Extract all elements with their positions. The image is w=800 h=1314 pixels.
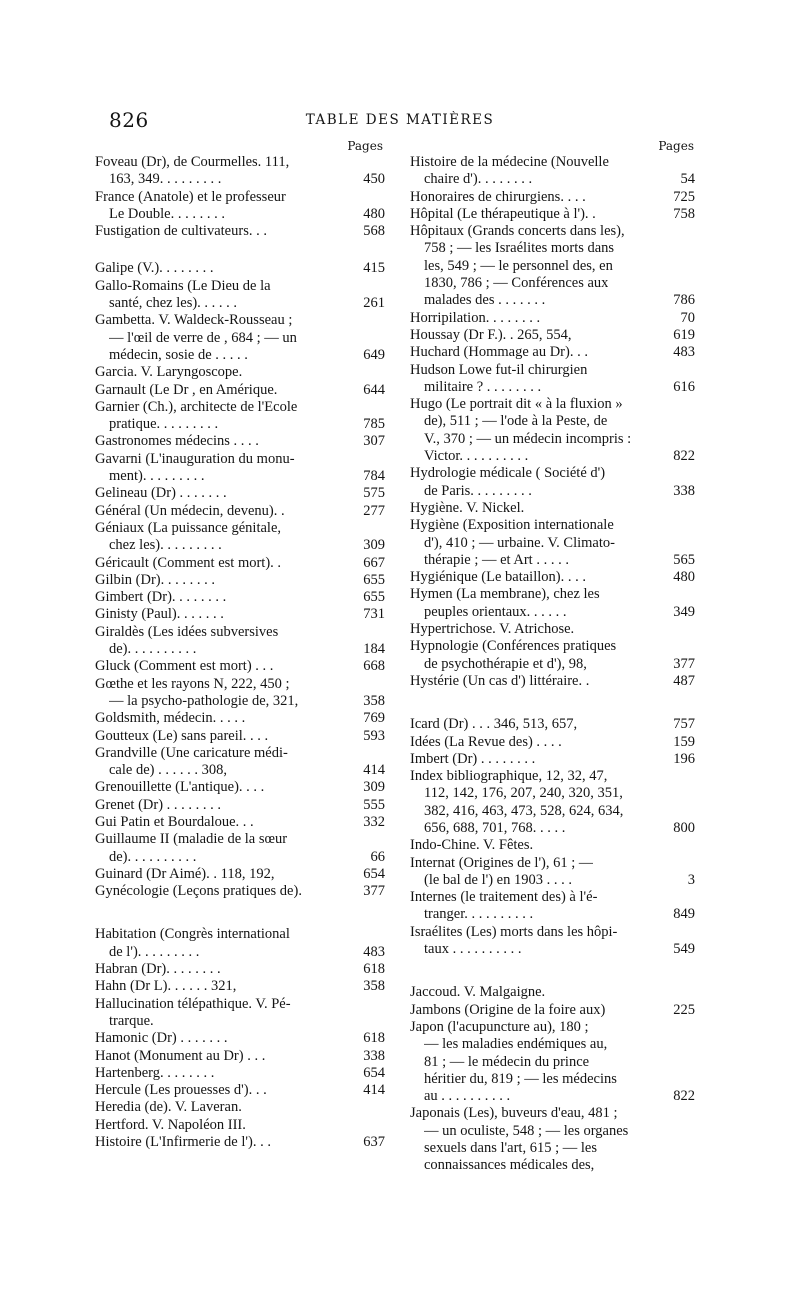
index-entry-continuation bbox=[410, 483, 695, 500]
entry-text: thérapie ; — et Art . . . . . bbox=[424, 551, 569, 568]
page-ref: 822 bbox=[673, 448, 695, 465]
entry-text: Internes (le traitement des) à l'é- bbox=[410, 889, 598, 906]
entry-text: de Paris. . . . . . . . . bbox=[424, 482, 532, 499]
entry-text: Fustigation de cultivateurs. . . bbox=[95, 223, 267, 240]
index-entry bbox=[95, 996, 385, 1013]
index-entry bbox=[95, 606, 385, 623]
page-ref: 784 bbox=[363, 468, 385, 485]
index-entry-continuation bbox=[410, 171, 695, 188]
entry-text: Ginisty (Paul). . . . . . . bbox=[95, 606, 224, 623]
index-entry bbox=[95, 745, 385, 762]
entry-text: — l'œil de verre de , 684 ; — un bbox=[109, 329, 297, 346]
index-entry bbox=[410, 396, 695, 413]
entry-text: Grenet (Dr) . . . . . . . . bbox=[95, 796, 222, 813]
index-entry-continuation bbox=[410, 803, 695, 820]
entry-text: héritier du, 819 ; — les médecins bbox=[424, 1070, 617, 1087]
entry-text: Galipe (V.). . . . . . . . bbox=[95, 260, 214, 277]
page-ref: 668 bbox=[363, 658, 385, 675]
entry-text: Horripilation. . . . . . . . bbox=[410, 309, 541, 326]
page-ref: 849 bbox=[673, 906, 695, 923]
page-ref: 575 bbox=[363, 485, 385, 502]
entry-text: Huchard (Hommage au Dr). . . bbox=[410, 344, 588, 361]
page-ref: 637 bbox=[363, 1134, 385, 1151]
entry-text: Garnault (Le Dr , en Amérique. bbox=[95, 381, 278, 398]
index-entry bbox=[95, 1117, 385, 1134]
index-entry bbox=[95, 883, 385, 900]
index-entry-continuation bbox=[95, 468, 385, 485]
index-entry bbox=[410, 889, 695, 906]
index-entry bbox=[410, 500, 695, 517]
page-ref: 309 bbox=[363, 779, 385, 796]
entry-text: Hugo (Le portrait dit « à la fluxion » bbox=[410, 396, 623, 413]
index-entry bbox=[95, 503, 385, 520]
entry-text: Jambons (Origine de la foire aux) bbox=[410, 1001, 606, 1018]
entry-text: ment). . . . . . . . . bbox=[109, 468, 205, 485]
entry-text: Foveau (Dr), de Courmelles. 111, bbox=[95, 154, 290, 170]
entry-text: Hymen (La membrane), chez les bbox=[410, 586, 600, 603]
index-entry-continuation bbox=[95, 171, 385, 188]
index-entry bbox=[95, 658, 385, 675]
entry-text: Hydrologie médicale ( Société d') bbox=[410, 465, 606, 482]
entry-text: Hudson Lowe fut-il chirurgien bbox=[410, 361, 588, 378]
index-column-right bbox=[410, 154, 695, 1175]
index-entry-continuation bbox=[410, 785, 695, 802]
entry-text: Imbert (Dr) . . . . . . . . bbox=[410, 750, 536, 767]
entry-text: de). . . . . . . . . . bbox=[109, 848, 197, 865]
index-entry bbox=[410, 206, 695, 223]
index-entry bbox=[410, 154, 695, 171]
index-entry bbox=[95, 676, 385, 693]
page-ref: 3 bbox=[687, 871, 695, 888]
index-entry bbox=[95, 154, 385, 171]
section-gap bbox=[410, 958, 695, 984]
entry-text: Hanot (Monument au Dr) . . . bbox=[95, 1047, 266, 1064]
index-entry bbox=[95, 814, 385, 831]
entry-text: pratique. . . . . . . . . bbox=[109, 416, 219, 433]
entry-text: Hamonic (Dr) . . . . . . . bbox=[95, 1030, 228, 1047]
index-entry-continuation bbox=[410, 552, 695, 569]
entry-text: Hygiénique (Le bataillon). . . . bbox=[410, 569, 586, 586]
index-entry bbox=[95, 1134, 385, 1151]
page-ref: 377 bbox=[673, 655, 695, 672]
entry-text: 1830, 786 ; — Conférences aux bbox=[424, 275, 609, 292]
index-entry-continuation bbox=[410, 379, 695, 396]
entry-text: Gavarni (L'inauguration du monu- bbox=[95, 450, 295, 467]
index-entry bbox=[410, 984, 695, 1001]
page-ref: 377 bbox=[363, 883, 385, 900]
index-entry-continuation bbox=[95, 206, 385, 223]
entry-text: Internat (Origines de l'), 61 ; — bbox=[410, 854, 594, 871]
entry-text: Grandville (Une caricature médi- bbox=[95, 744, 288, 761]
index-entry bbox=[410, 465, 695, 482]
page-ref: 618 bbox=[363, 961, 385, 978]
page-ref: 649 bbox=[363, 346, 385, 363]
index-entry bbox=[95, 624, 385, 641]
page-ref: 555 bbox=[363, 796, 385, 813]
entry-text: 758 ; — les Israélites morts dans bbox=[424, 240, 615, 257]
index-entry-continuation bbox=[410, 448, 695, 465]
page-ref: 565 bbox=[673, 551, 695, 568]
page-ref: 800 bbox=[673, 819, 695, 836]
index-entry bbox=[410, 223, 695, 240]
page-ref: 654 bbox=[363, 1064, 385, 1081]
entry-text: Hôpitaux (Grands concerts dans les), bbox=[410, 223, 625, 240]
page-ref: 786 bbox=[673, 292, 695, 309]
page-ref: 225 bbox=[673, 1001, 695, 1018]
entry-text: Gastronomes médecins . . . . bbox=[95, 433, 259, 450]
page-ref: 66 bbox=[370, 848, 385, 865]
page-ref: 758 bbox=[673, 205, 695, 222]
entry-text: santé, chez les). . . . . . bbox=[109, 295, 238, 312]
index-entry bbox=[95, 382, 385, 399]
entry-text: 656, 688, 701, 768. . . . . bbox=[424, 819, 566, 836]
page-ref: 731 bbox=[363, 606, 385, 623]
entry-text: Victor. . . . . . . . . . bbox=[424, 448, 529, 465]
index-entry-continuation bbox=[95, 762, 385, 779]
entry-text: chez les). . . . . . . . . bbox=[109, 537, 222, 554]
entry-text: Heredia (de). V. Laveran. bbox=[95, 1099, 242, 1116]
entry-text: de). . . . . . . . . . bbox=[109, 641, 197, 658]
section-gap bbox=[95, 900, 385, 926]
page-ref: 616 bbox=[673, 378, 695, 395]
index-entry bbox=[410, 310, 695, 327]
index-entry bbox=[95, 451, 385, 468]
page-ref: 338 bbox=[363, 1047, 385, 1064]
entry-text: — les maladies endémiques au, bbox=[424, 1036, 608, 1053]
entry-text: au . . . . . . . . . . bbox=[424, 1088, 511, 1105]
entry-text: Habitation (Congrès international bbox=[95, 926, 290, 943]
index-entry-continuation bbox=[410, 1054, 695, 1071]
page-ref: 480 bbox=[363, 205, 385, 222]
entry-text: de), 511 ; — l'ode à la Peste, de bbox=[424, 413, 608, 430]
index-entry-continuation bbox=[410, 240, 695, 257]
pages-label-right: Pages bbox=[658, 139, 694, 153]
index-entry bbox=[410, 517, 695, 534]
page-ref: 725 bbox=[673, 188, 695, 205]
page-ref: 415 bbox=[363, 260, 385, 277]
index-entry-continuation bbox=[95, 1013, 385, 1030]
page-ref: 277 bbox=[363, 502, 385, 519]
index-entry bbox=[95, 710, 385, 727]
entry-text: Hercule (Les prouesses d'). . . bbox=[95, 1082, 267, 1099]
entry-text: Général (Un médecin, devenu). . bbox=[95, 502, 285, 519]
index-entry bbox=[95, 433, 385, 450]
page-ref: 261 bbox=[363, 295, 385, 312]
pages-label-left: Pages bbox=[347, 139, 383, 153]
index-entry-continuation bbox=[410, 1036, 695, 1053]
index-entry bbox=[410, 768, 695, 785]
entry-text: Index bibliographique, 12, 32, 47, bbox=[410, 768, 608, 785]
entry-text: sexuels dans l'art, 615 ; — les bbox=[424, 1140, 597, 1157]
section-gap bbox=[410, 690, 695, 716]
index-entry bbox=[95, 831, 385, 848]
index-entry bbox=[95, 779, 385, 796]
index-entry-continuation bbox=[410, 1088, 695, 1105]
page-ref: 483 bbox=[363, 943, 385, 960]
index-entry-continuation bbox=[410, 535, 695, 552]
index-entry-continuation bbox=[95, 693, 385, 710]
index-entry-continuation bbox=[95, 944, 385, 961]
index-entry bbox=[95, 728, 385, 745]
entry-text: de l'). . . . . . . . . bbox=[109, 943, 200, 960]
index-entry-continuation bbox=[95, 849, 385, 866]
entry-text: tranger. . . . . . . . . . bbox=[424, 906, 534, 923]
entry-text: — la psycho-pathologie de, 321, bbox=[109, 692, 299, 709]
page-ref: 619 bbox=[673, 326, 695, 343]
page-ref: 450 bbox=[363, 171, 385, 188]
index-entry-continuation bbox=[410, 872, 695, 889]
page-ref: 480 bbox=[673, 569, 695, 586]
entry-text: les, 549 ; — le personnel des, en bbox=[424, 257, 613, 274]
entry-text: Hystérie (Un cas d') littéraire. . bbox=[410, 672, 590, 689]
index-entry bbox=[95, 399, 385, 416]
index-entry bbox=[410, 855, 695, 872]
index-entry bbox=[95, 978, 385, 995]
entry-text: Hôpital (Le thérapeutique à l'). . bbox=[410, 205, 596, 222]
page-ref: 349 bbox=[673, 603, 695, 620]
entry-text: Gimbert (Dr). . . . . . . . bbox=[95, 589, 227, 606]
page-ref: 54 bbox=[680, 171, 695, 188]
page-ref: 667 bbox=[363, 554, 385, 571]
entry-text: cale de) . . . . . . 308, bbox=[109, 762, 227, 779]
entry-text: Gilbin (Dr). . . . . . . . bbox=[95, 571, 216, 588]
index-entry-continuation bbox=[410, 1157, 695, 1174]
page-ref: 338 bbox=[673, 482, 695, 499]
index-entry bbox=[410, 924, 695, 941]
page-ref: 785 bbox=[363, 416, 385, 433]
index-entry bbox=[95, 1048, 385, 1065]
index-entry bbox=[95, 223, 385, 240]
entry-text: Hahn (Dr L). . . . . . 321, bbox=[95, 978, 237, 995]
index-entry bbox=[410, 1019, 695, 1036]
page-ref: 196 bbox=[673, 750, 695, 767]
index-entry bbox=[95, 866, 385, 883]
index-entry bbox=[95, 572, 385, 589]
entry-text: 81 ; — le médecin du prince bbox=[424, 1053, 590, 1070]
entry-text: Giraldès (Les idées subversives bbox=[95, 623, 279, 640]
index-entry-continuation bbox=[410, 258, 695, 275]
entry-text: d'), 410 ; — urbaine. V. Climato- bbox=[424, 534, 615, 551]
page-ref: 483 bbox=[673, 344, 695, 361]
index-entry-continuation bbox=[410, 1140, 695, 1157]
index-entry bbox=[95, 1030, 385, 1047]
entry-text: Japonais (Les), buveurs d'eau, 481 ; bbox=[410, 1105, 618, 1122]
entry-text: Hygiène (Exposition internationale bbox=[410, 517, 614, 534]
entry-text: malades des . . . . . . . bbox=[424, 292, 546, 309]
entry-text: taux . . . . . . . . . . bbox=[424, 941, 522, 958]
index-entry-continuation bbox=[95, 416, 385, 433]
entry-text: Israélites (Les) morts dans les hôpi- bbox=[410, 923, 618, 940]
entry-text: Histoire (L'Infirmerie de l'). . . bbox=[95, 1134, 271, 1151]
page-number: 826 bbox=[109, 108, 149, 132]
page-ref: 487 bbox=[673, 672, 695, 689]
index-entry-continuation bbox=[410, 1071, 695, 1088]
entry-text: Icard (Dr) . . . 346, 513, 657, bbox=[410, 716, 578, 733]
index-entry-continuation bbox=[95, 641, 385, 658]
entry-text: Houssay (Dr F.). . 265, 554, bbox=[410, 326, 572, 343]
entry-text: Gambetta. V. Waldeck-Rousseau ; bbox=[95, 312, 293, 329]
entry-text: France (Anatole) et le professeur bbox=[95, 188, 286, 205]
index-entry bbox=[410, 751, 695, 768]
index-entry bbox=[95, 797, 385, 814]
index-entry-continuation bbox=[95, 537, 385, 554]
index-entry-continuation bbox=[410, 431, 695, 448]
page-ref: 70 bbox=[680, 309, 695, 326]
entry-text: Gœthe et les rayons N, 222, 450 ; bbox=[95, 675, 290, 692]
index-entry bbox=[410, 586, 695, 603]
page-ref: 358 bbox=[363, 692, 385, 709]
index-entry-continuation bbox=[95, 347, 385, 364]
entry-text: 163, 349. . . . . . . . . bbox=[109, 171, 222, 188]
section-gap bbox=[95, 240, 385, 260]
entry-text: Guillaume II (maladie de la sœur bbox=[95, 831, 288, 848]
page-ref: 549 bbox=[673, 941, 695, 958]
index-entry bbox=[410, 638, 695, 655]
index-entry-continuation bbox=[410, 1123, 695, 1140]
index-entry bbox=[95, 485, 385, 502]
page-ref: 757 bbox=[673, 716, 695, 733]
entry-text: Hypertrichose. V. Atrichose. bbox=[410, 621, 575, 638]
index-entry-continuation bbox=[410, 292, 695, 309]
entry-text: Hygiène. V. Nickel. bbox=[410, 499, 525, 516]
entry-text: militaire ? . . . . . . . . bbox=[424, 378, 542, 395]
index-entry-continuation bbox=[410, 906, 695, 923]
page-ref: 309 bbox=[363, 537, 385, 554]
index-entry bbox=[410, 1002, 695, 1019]
entry-text: (le bal de l') en 1903 . . . . bbox=[424, 871, 572, 888]
entry-text: 112, 142, 176, 207, 240, 320, 351, bbox=[424, 785, 623, 802]
index-entry bbox=[95, 589, 385, 606]
index-entry bbox=[410, 344, 695, 361]
running-title: TABLE DES MATIÈRES bbox=[305, 112, 495, 128]
index-entry-continuation bbox=[410, 604, 695, 621]
index-entry bbox=[95, 1099, 385, 1116]
index-entry-continuation bbox=[410, 275, 695, 292]
entry-text: Hertford. V. Napoléon III. bbox=[95, 1116, 246, 1133]
entry-text: Goutteux (Le) sans pareil. . . . bbox=[95, 727, 269, 744]
entry-text: 382, 416, 463, 473, 528, 624, 634, bbox=[424, 802, 624, 819]
page-ref: 568 bbox=[363, 223, 385, 240]
page-ref: 618 bbox=[363, 1030, 385, 1047]
index-entry-continuation bbox=[95, 295, 385, 312]
index-entry bbox=[410, 734, 695, 751]
index-entry bbox=[95, 189, 385, 206]
entry-text: Géricault (Comment est mort). . bbox=[95, 554, 282, 571]
index-entry bbox=[95, 520, 385, 537]
index-entry-continuation bbox=[410, 413, 695, 430]
entry-text: Guinard (Dr Aimé). . 118, 192, bbox=[95, 865, 275, 882]
index-entry bbox=[410, 327, 695, 344]
entry-text: V., 370 ; — un médecin incompris : bbox=[424, 430, 632, 447]
index-entry-continuation bbox=[95, 330, 385, 347]
entry-text: peuples orientaux. . . . . . bbox=[424, 603, 567, 620]
entry-text: Gynécologie (Leçons pratiques de). bbox=[95, 883, 302, 900]
page-ref: 644 bbox=[363, 381, 385, 398]
index-entry-continuation bbox=[410, 656, 695, 673]
index-entry bbox=[95, 312, 385, 329]
entry-text: Indo-Chine. V. Fêtes. bbox=[410, 837, 534, 854]
entry-text: Histoire de la médecine (Nouvelle bbox=[410, 154, 609, 170]
entry-text: Géniaux (La puissance génitale, bbox=[95, 519, 282, 536]
entry-text: Honoraires de chirurgiens. . . . bbox=[410, 188, 586, 205]
page-ref: 593 bbox=[363, 727, 385, 744]
index-entry-continuation bbox=[410, 941, 695, 958]
page-ref: 159 bbox=[673, 733, 695, 750]
entry-text: Hypnologie (Conférences pratiques bbox=[410, 638, 617, 655]
index-entry-continuation bbox=[410, 820, 695, 837]
entry-text: Le Double. . . . . . . . bbox=[109, 205, 225, 222]
index-entry bbox=[410, 189, 695, 206]
entry-text: connaissances médicales des, bbox=[424, 1157, 595, 1174]
index-entry bbox=[410, 621, 695, 638]
index-entry bbox=[95, 961, 385, 978]
entry-text: Gallo-Romains (Le Dieu de la bbox=[95, 277, 271, 294]
index-entry bbox=[410, 569, 695, 586]
page-ref: 655 bbox=[363, 571, 385, 588]
entry-text: Gluck (Comment est mort) . . . bbox=[95, 658, 274, 675]
page-ref: 414 bbox=[363, 1082, 385, 1099]
index-column-left bbox=[95, 154, 385, 1151]
entry-text: Garcia. V. Laryngoscope. bbox=[95, 364, 243, 381]
entry-text: Hartenberg. . . . . . . . bbox=[95, 1064, 215, 1081]
entry-text: médecin, sosie de . . . . . bbox=[109, 346, 248, 363]
index-entry bbox=[410, 1105, 695, 1122]
index-entry bbox=[95, 926, 385, 943]
entry-text: chaire d'). . . . . . . . bbox=[424, 171, 533, 188]
index-entry bbox=[95, 364, 385, 381]
entry-text: — un oculiste, 548 ; — les organes bbox=[424, 1122, 629, 1139]
page-ref: 414 bbox=[363, 762, 385, 779]
entry-text: de psychothérapie et d'), 98, bbox=[424, 655, 587, 672]
index-entry bbox=[410, 716, 695, 733]
page-ref: 654 bbox=[363, 865, 385, 882]
index-entry bbox=[95, 1065, 385, 1082]
page-ref: 307 bbox=[363, 433, 385, 450]
entry-text: Grenouillette (L'antique). . . . bbox=[95, 779, 265, 796]
index-entry bbox=[95, 555, 385, 572]
index-entry bbox=[95, 260, 385, 277]
entry-text: Hallucination télépathique. V. Pé- bbox=[95, 995, 291, 1012]
index-entry bbox=[410, 837, 695, 854]
index-entry bbox=[410, 362, 695, 379]
page-ref: 769 bbox=[363, 710, 385, 727]
entry-text: Gui Patin et Bourdaloue. . . bbox=[95, 813, 254, 830]
entry-text: Gelineau (Dr) . . . . . . . bbox=[95, 485, 227, 502]
entry-text: Jaccoud. V. Malgaigne. bbox=[410, 984, 546, 1001]
index-entry bbox=[95, 278, 385, 295]
page-ref: 358 bbox=[363, 978, 385, 995]
index-entry bbox=[410, 673, 695, 690]
entry-text: Habran (Dr). . . . . . . . bbox=[95, 961, 221, 978]
entry-text: Garnier (Ch.), architecte de l'Ecole bbox=[95, 398, 298, 415]
index-entry bbox=[95, 1082, 385, 1099]
entry-text: trarque. bbox=[109, 1012, 154, 1029]
page-ref: 822 bbox=[673, 1088, 695, 1105]
page-ref: 332 bbox=[363, 813, 385, 830]
page-ref: 655 bbox=[363, 589, 385, 606]
entry-text: Japon (l'acupuncture au), 180 ; bbox=[410, 1018, 589, 1035]
entry-text: Idées (La Revue des) . . . . bbox=[410, 733, 562, 750]
entry-text: Goldsmith, médecin. . . . . bbox=[95, 710, 246, 727]
page-ref: 184 bbox=[363, 641, 385, 658]
